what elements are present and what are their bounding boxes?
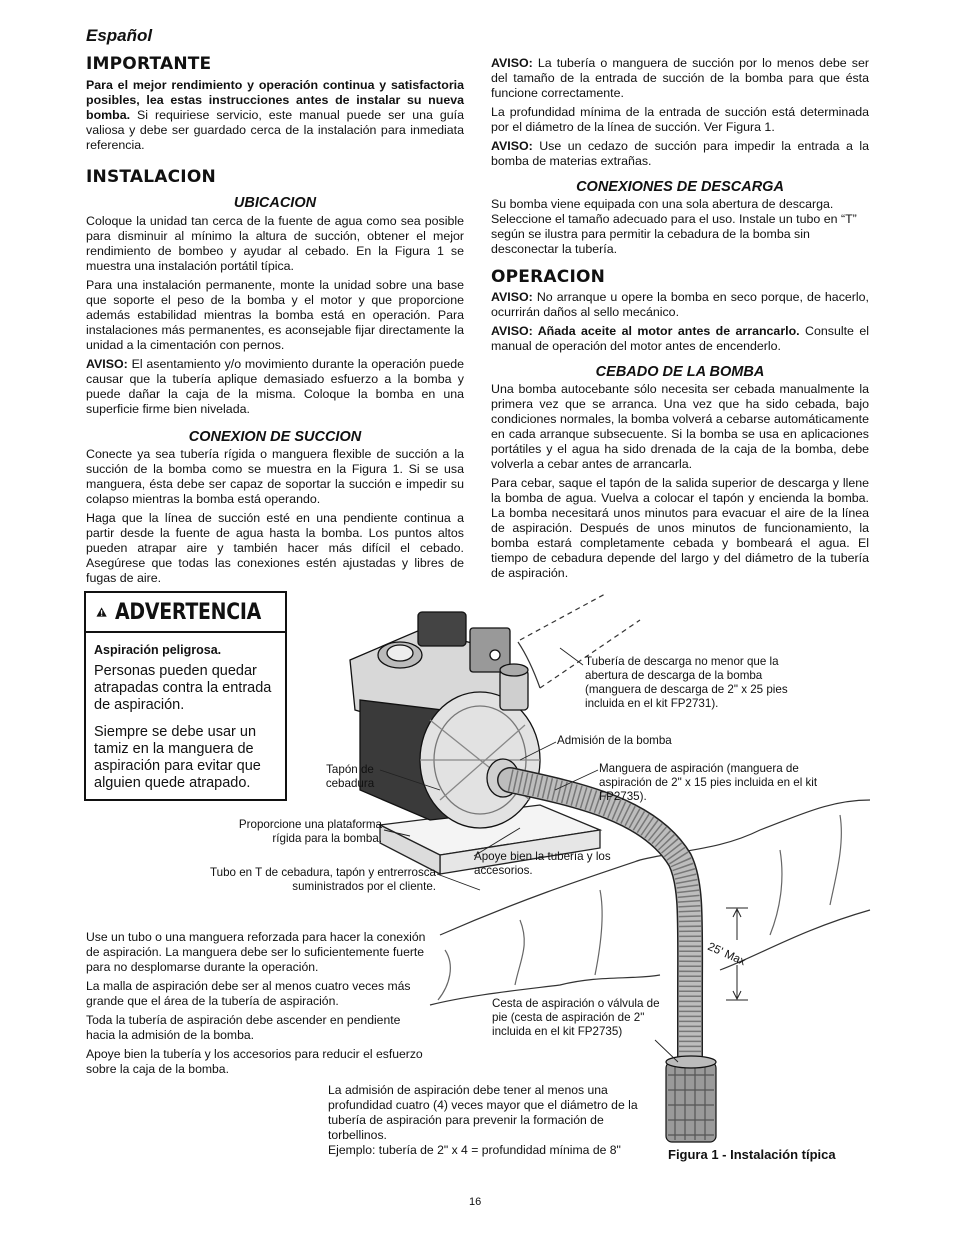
warning-header [86,593,285,633]
label-priming-plug: Tapón de cebadura [325,763,375,790]
warning-text-2: Siempre se debe usar un tamiz en la manguera de aspiración para evitar que alguien quede atrapado. [94,724,261,791]
cebado-paragraph-2: Para cebar, saque el tapón de la salida superior de descarga y llene la bomba de agua. Vuelva a colocar el tapón y encienda la bomba. La bomba necesitará unos minutos para evacuar el aire de la línea de aspiración. Después de unos minutos de funcionamiento, la bomba estará completamente cebada y bombeará el agua. El tiempo de cebadura depende del largo y del diámetro de la tubería de aspiración. [491,476,869,580]
instalacion-heading: INSTALACION [86,167,216,187]
figure-caption: Figura 1 - Instalación típica [668,1147,836,1162]
warning-box [84,591,287,801]
importante-bold-text: Para el mejor rendimiento y operación continua y satisfactoria posibles, lea estas instrucciones antes de instalar su nueva bomba. [86,78,464,122]
warning-text-1: Personas pueden quedar atrapadas contra la entrada de aspiración. [94,663,272,713]
importante-text: Si requiriese servicio, este manual puede ser una guía valiosa y debe ser guardado cerca de la instalación para inmediata referencia. [86,108,464,152]
figure-note-depth: La admisión de aspiración debe tener al menos una profundidad cuatro (4) veces mayor que el diámetro de la tubería de aspiración para prevenir la formación de torbellinos. [328,1083,638,1142]
warning-title: ADVERTENCIA [115,599,262,625]
label-max-depth: 25' Max [705,940,748,969]
aviso-label: AVISO: [491,139,533,153]
label-tee-pipe: Tubo en T de cebadura, tapón y entrerrosca suministrados por el cliente. [209,866,436,893]
strainer-basket [666,1056,716,1142]
language-heading: Español [86,26,153,45]
label-suction-hose: Manguera de aspiración (manguera de aspiración de 2" x 15 pies incluida en el kit FP2735). [599,762,818,803]
aviso-label: AVISO: [491,290,533,304]
ubicacion-paragraph-2: Para una instalación permanente, monte la unidad sobre una base que soporte el peso de la bomba y el motor y que proporcione además estabilidad mientras la bomba está en operación. Para instalaciones más permanentes, es aconsejable fijar directamente la unidad a la cimentación con pernos. [86,278,464,352]
aviso-text: No arranque u opere la bomba en seco porque, de hacerlo, ocurrirán daños al sello mecánico. [491,290,869,319]
label-strainer: Cesta de aspiración o válvula de pie (cesta de aspiración de 2" incluida en el kit FP2735) [492,997,660,1038]
ubicacion-paragraph-1: Coloque la unidad tan cerca de la fuente de agua como sea posible para disminuir al mínimo la altura de succión, obtener el mejor rendimiento de bombeo y ayudar al cebado. En la Figura 1 se muestra una instalación portátil típica. [86,214,464,273]
aviso-text: El asentamiento y/o movimiento durante la operación puede causar que la tubería aplique demasiado esfuerzo a la bomba y puede dañar la caja de la misma. Coloque la bomba en una superficie firme bien nivelada. [86,357,464,416]
aviso-label: AVISO: [491,56,533,70]
label-platform: Proporcione una plataforma rígida para la bomba. [238,818,382,845]
label-support: Apoye bien la tubería y los accesorios. [474,850,611,877]
label-discharge-pipe: Tubería de descarga no menor que la abertura de descarga de la bomba (manguera de descarga de 2" x 25 pies incluida en el kit FP2731). [585,655,788,710]
figure-note-2: La malla de aspiración debe ser al menos cuatro veces más grande que el área de la tubería de aspiración. [86,979,411,1008]
warning-subtitle: Aspiración peligrosa. [94,643,222,657]
conexion-paragraph-2: Haga que la línea de succión esté en una pendiente continua a partir desde la fuente de agua hasta la bomba. Los puntos altos pueden atrapar aire y también hacer más difícil el cebado. Asegúrese que todas las conexiones estén ajustadas y libres de fugas de aire. [86,511,464,585]
warning-body [86,633,285,792]
conexion-heading: CONEXION DE SUCCION [188,429,362,445]
label-pump-inlet: Admisión de la bomba [557,734,672,747]
aviso-text: Use un cedazo de succión para impedir la entrada a la bomba de materias extrañas. [491,139,869,168]
descarga-paragraph: Su bomba viene equipada con una sola abertura de descarga. Seleccione el tamaño adecuado para el uso. Instale un tubo en “T” según se ilustra para permitir la cebadura de la bomba sin desconectar la tubería. [491,197,857,256]
ubicacion-heading: UBICACION [233,195,317,211]
aviso-text: Consulte el manual de operación del motor antes de encenderlo. [491,324,870,353]
conexion-paragraph-1: Conecte ya sea tubería rígida o manguera flexible de succión a la succión de la bomba como se muestra en la Figura 1. Si se usa manguera, ésta debe ser capaz de soportar la succión e impedir su colapso mientras la bomba está operando. [86,447,464,506]
cebado-paragraph-1: Una bomba autocebante sólo necesita ser cebada manualmente la primera vez que se arranca. Una vez que ha sido cebada, bajo condiciones normales, la bomba volverá a cebarse automáticamente en cada arranque subsecuente. Si la bomba se usa en aplicaciones portátiles y el agua ha sido drenada de la caja de la bomba, debe volverla a cebar antes de arrancarla. [491,382,869,471]
figure-note-3: Toda la tubería de aspiración debe ascender en pendiente hacia la admisión de la bomba. [86,1013,401,1042]
operacion-heading: OPERACION [491,267,606,287]
aviso-text: La tubería o manguera de succión por lo menos debe ser del tamaño de la entrada de succión de la bomba para que ésta funcione correctamente. [491,56,869,100]
warning-triangle-icon [96,601,107,623]
figure-note-4: Apoye bien la tubería y los accesorios para reducir el esfuerzo sobre la caja de la bomba. [86,1047,423,1076]
profundidad-paragraph: La profundidad mínima de la entrada de succión está determinada por el diámetro de la línea de succión. Ver Figura 1. [491,105,869,134]
aviso-label: AVISO: [86,357,128,371]
page-number: 16 [469,1196,482,1208]
descarga-heading: CONEXIONES DE DESCARGA [576,179,784,195]
cebado-heading: CEBADO DE LA BOMBA [595,364,765,380]
importante-heading: IMPORTANTE [86,54,212,74]
aviso-label: AVISO: Añada aceite al motor antes de arrancarlo. [491,324,800,338]
figure-note-example: Ejemplo: tubería de 2" x 4 = profundidad mínima de 8" [328,1143,621,1157]
figure-note-1: Use un tubo o una manguera reforzada para hacer la conexión de aspiración. La manguera debe ser lo suficientemente fuerte para no desplomarse durante la operación. [86,930,426,974]
